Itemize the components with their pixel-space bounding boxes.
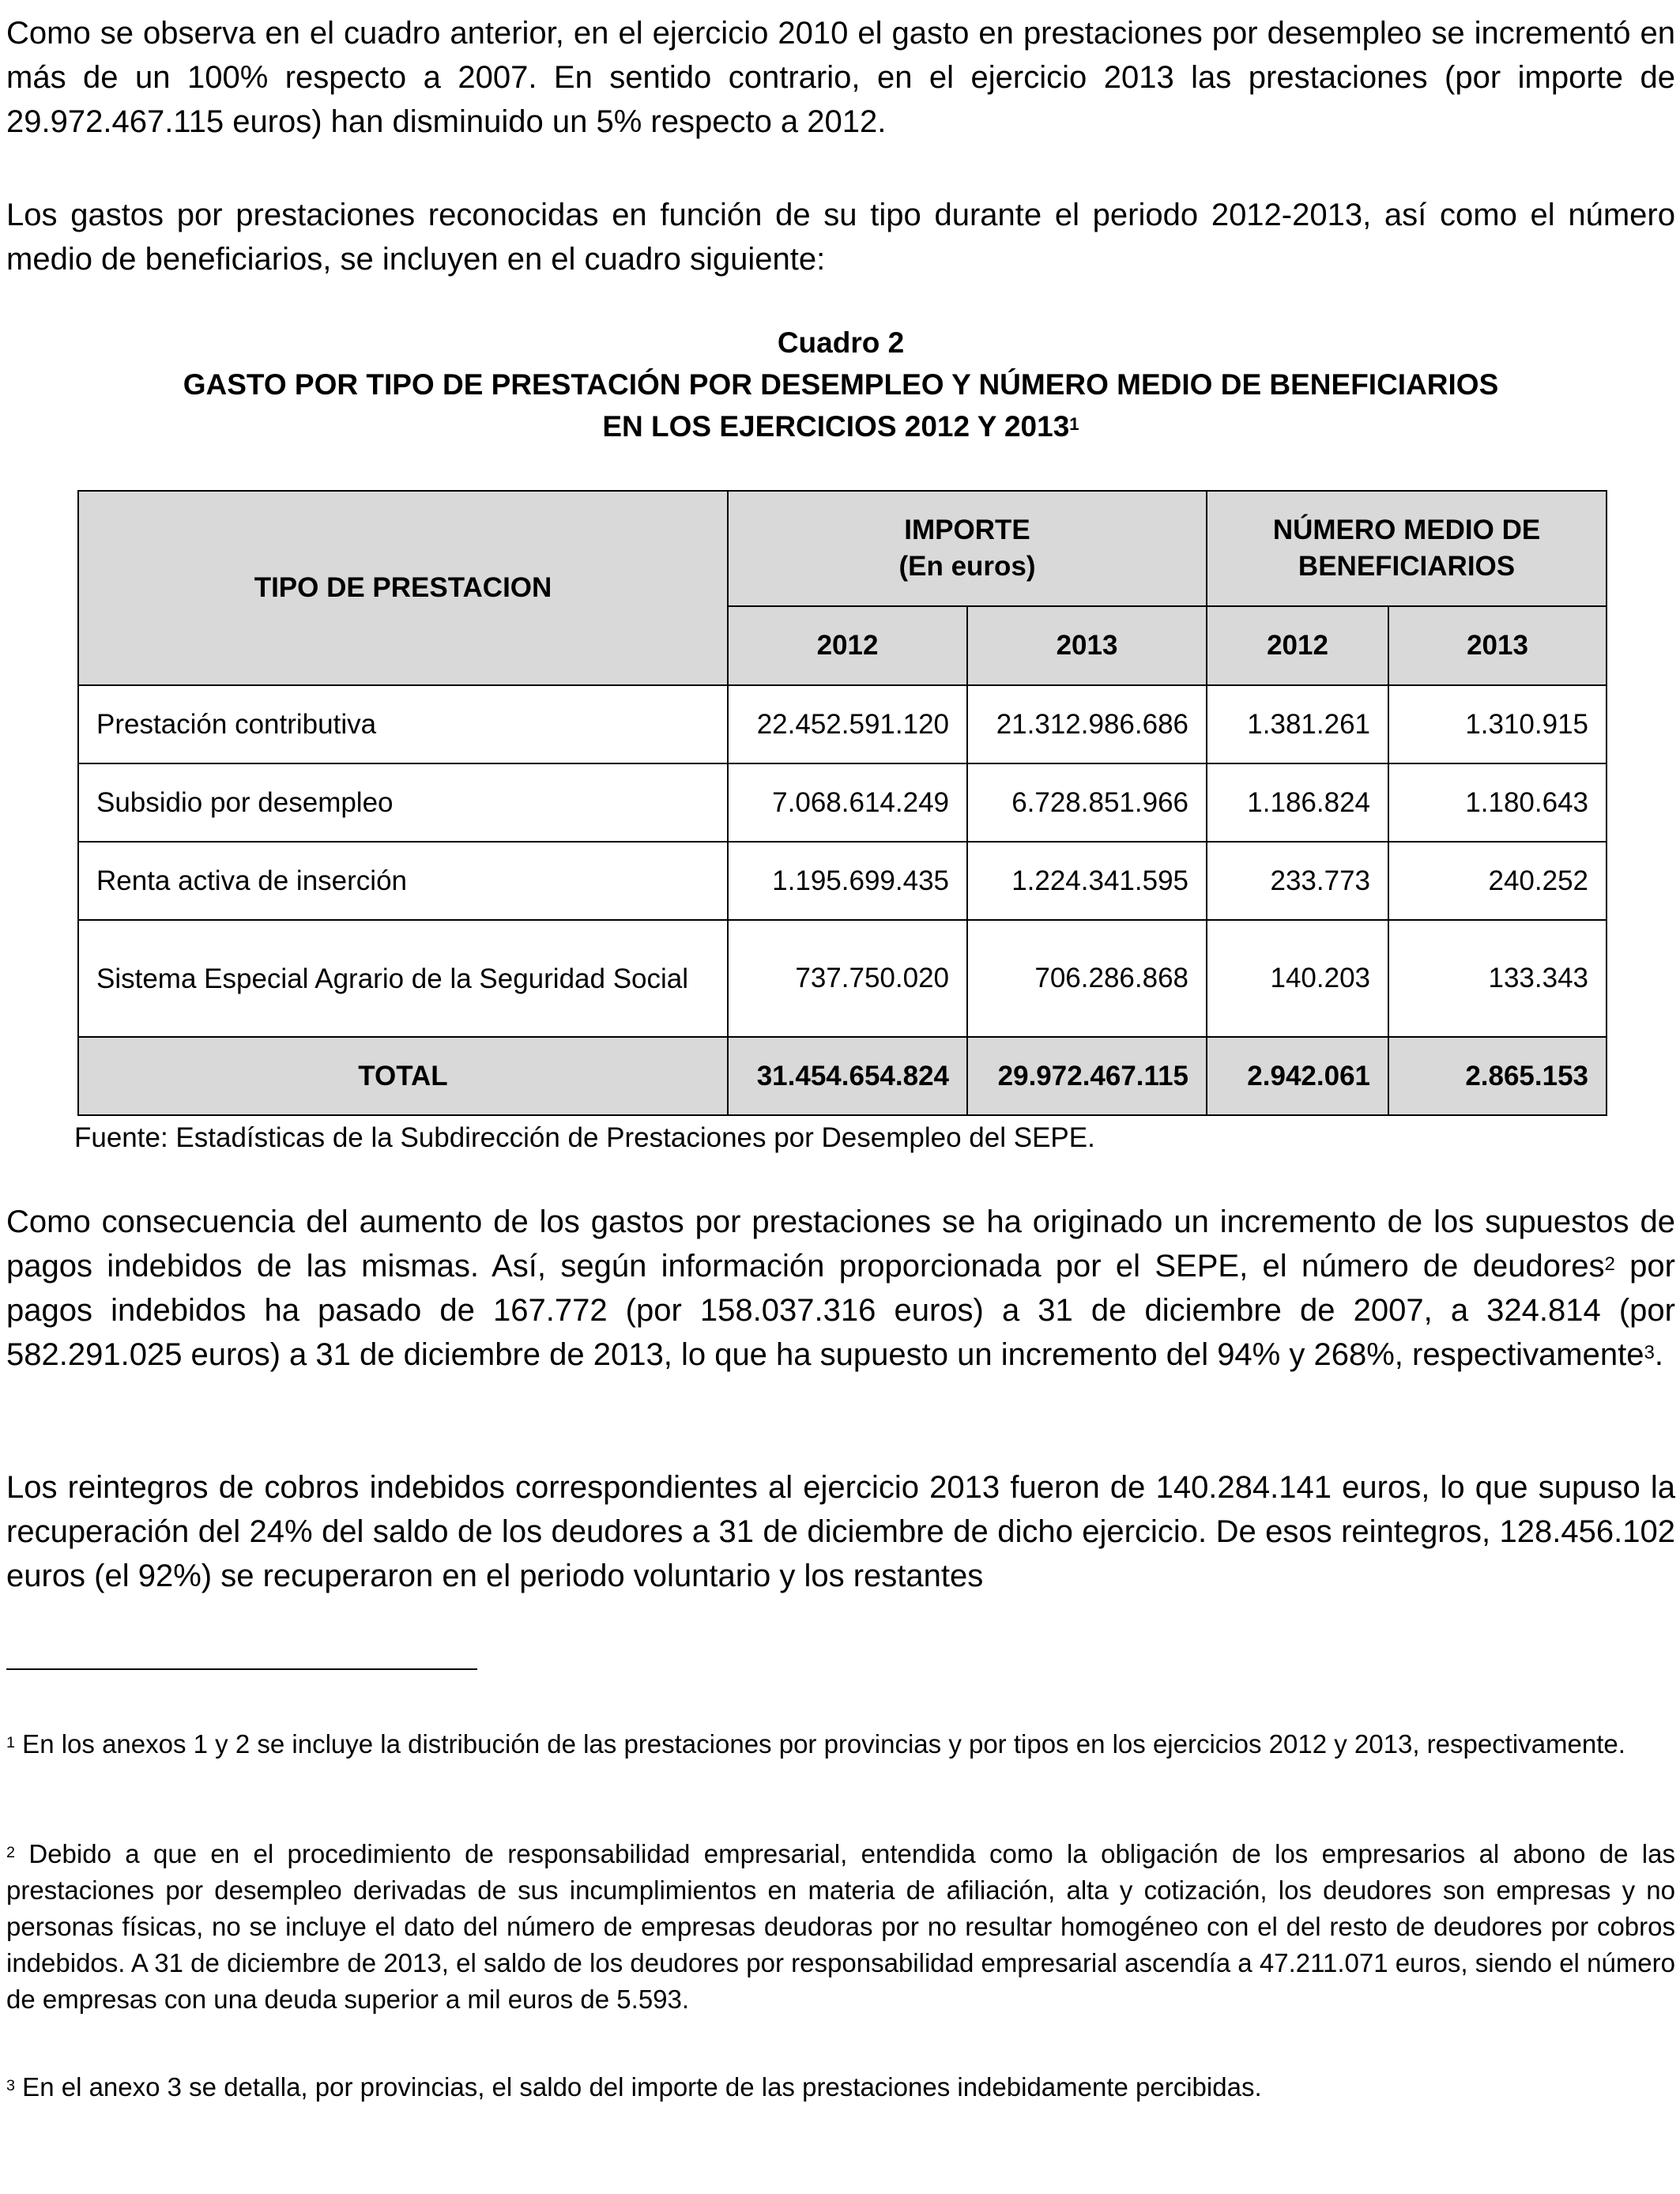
year-header: 2012 — [1207, 606, 1388, 685]
header-tipo: TIPO DE PRESTACION — [78, 491, 728, 685]
caption-title-line-2: EN LOS EJERCICIOS 2012 Y 2013$^1$ — [602, 410, 1079, 443]
cell-benef-2012: 233.773 — [1207, 842, 1388, 920]
footnote-separator — [6, 1668, 477, 1670]
footnote-ref-1[interactable]: 1 — [1069, 414, 1079, 435]
footnote-1: $^1$ En los anexos 1 y 2 se incluye la distribución de las prestaciones por provincias y por tipos en los ejercicios 2012 y 2013, respectivamente. — [6, 1729, 1625, 1759]
cell-importe-2013: 6.728.851.966 — [967, 763, 1207, 842]
cell-benef-2013: 1.180.643 — [1388, 763, 1607, 842]
footnote-ref-2[interactable]: 2 — [1604, 1253, 1615, 1275]
total-benef-2013: 2.865.153 — [1388, 1037, 1607, 1115]
paragraph-2: Los gastos por prestaciones reconocidas en función de su tipo durante el periodo 2012-2013, así como el número medio de beneficiarios, se incluyen en el cuadro siguiente: — [6, 198, 1675, 277]
footnote-3: $^3$ En el anexo 3 se detalla, por provincias, el saldo del importe de las prestaciones indebidamente percibidas. — [6, 2072, 1262, 2102]
header-beneficiarios: NÚMERO MEDIO DE BENEFICIARIOS — [1207, 491, 1607, 606]
total-label: TOTAL — [78, 1037, 728, 1115]
cell-benef-2012: 1.381.261 — [1207, 685, 1388, 763]
cell-benef-2013: 240.252 — [1388, 842, 1607, 920]
total-importe-2012: 31.454.654.824 — [728, 1037, 967, 1115]
total-benef-2012: 2.942.061 — [1207, 1037, 1388, 1115]
total-importe-2013: 29.972.467.115 — [967, 1037, 1207, 1115]
footnote-marker: 1 — [6, 1734, 16, 1752]
benefits-table — [77, 490, 1607, 1116]
table-source: Fuente: Estadísticas de la Subdirección de Prestaciones por Desempleo del SEPE. — [74, 1122, 1095, 1153]
cell-importe-2012: 737.750.020 — [728, 920, 967, 1037]
year-header: 2013 — [967, 606, 1207, 685]
table-caption — [6, 322, 1675, 447]
header-importe: IMPORTE (En euros) — [728, 491, 1207, 606]
row-label: Renta activa de inserción — [78, 842, 728, 920]
table-header-row — [78, 491, 1607, 606]
row-label: Prestación contributiva — [78, 685, 728, 763]
cell-importe-2013: 706.286.868 — [967, 920, 1207, 1037]
row-label: Sistema Especial Agrario de la Seguridad Social — [78, 920, 728, 1037]
footnote-ref-3[interactable]: 3 — [1644, 1341, 1655, 1363]
footnote-marker: 2 — [6, 1844, 16, 1862]
cell-benef-2012: 1.186.824 — [1207, 763, 1388, 842]
row-label: Subsidio por desempleo — [78, 763, 728, 842]
cell-benef-2013: 1.310.915 — [1388, 685, 1607, 763]
table-row — [78, 685, 1607, 763]
cell-benef-2013: 133.343 — [1388, 920, 1607, 1037]
caption-title-line-1: GASTO POR TIPO DE PRESTACIÓN POR DESEMPLEO Y NÚMERO MEDIO DE BENEFICIARIOS — [183, 368, 1499, 401]
footnote-2: $^2$ Debido a que en el procedimiento de responsabilidad empresarial, entendida como la obligación de los empresarios al abono de las prestaciones por desempleo derivadas de sus incumplimientos en materia de afiliación, alta y cotización, los deudores son empresas y no personas físicas, no se incluye el dato del número de empresas deudoras por no resultar homogéneo con el del resto de deudores por cobros indebidos. A 31 de diciembre de 2013, el saldo de los deudores por responsabilidad empresarial ascendía a 47.211.071 euros, siendo el número de empresas con una deuda superior a mil euros de 5.593. — [6, 1839, 1675, 2014]
table-row — [78, 920, 1607, 1037]
table-row — [78, 763, 1607, 842]
year-header: 2012 — [728, 606, 967, 685]
paragraph-3: Como consecuencia del aumento de los gastos por prestaciones se ha originado un incremento de los supuestos de pagos indebidos de las mismas. Así, según información proporcionada por el SEPE, el número de deudores$^2$ por pagos indebidos ha pasado de 167.772 (por 158.037.316 euros) a 31 de diciembre de 2007, a 324.814 (por 582.291.025 euros) a 31 de diciembre de 2013, lo que ha supuesto un incremento del 94% y 268%, respectivamente$^3$. — [6, 1204, 1675, 1372]
paragraph-4: Los reintegros de cobros indebidos correspondientes al ejercicio 2013 fueron de 140.284.141 euros, lo que supuso la recuperación del 24% del saldo de los deudores a 31 de diciembre de dicho ejercicio. De esos reintegros, 128.456.102 euros (el 92%) se recuperaron en el periodo voluntario y los restantes — [6, 1470, 1675, 1593]
cell-importe-2012: 22.452.591.120 — [728, 685, 967, 763]
caption-number: Cuadro 2 — [777, 326, 905, 359]
cell-importe-2012: 7.068.614.249 — [728, 763, 967, 842]
paragraph-1: Como se observa en el cuadro anterior, en el ejercicio 2010 el gasto en prestaciones por desempleo se incrementó en más de un 100% respecto a 2007. En sentido contrario, en el ejercicio 2013 las prestaciones (por importe de 29.972.467.115 euros) han disminuido un 5% respecto a 2012. — [6, 16, 1675, 139]
cell-importe-2012: 1.195.699.435 — [728, 842, 967, 920]
cell-importe-2013: 21.312.986.686 — [967, 685, 1207, 763]
footnote-marker: 3 — [6, 2077, 16, 2095]
year-header: 2013 — [1388, 606, 1607, 685]
cell-importe-2013: 1.224.341.595 — [967, 842, 1207, 920]
cell-benef-2012: 140.203 — [1207, 920, 1388, 1037]
table-total-row — [78, 1037, 1607, 1115]
table-row — [78, 842, 1607, 920]
